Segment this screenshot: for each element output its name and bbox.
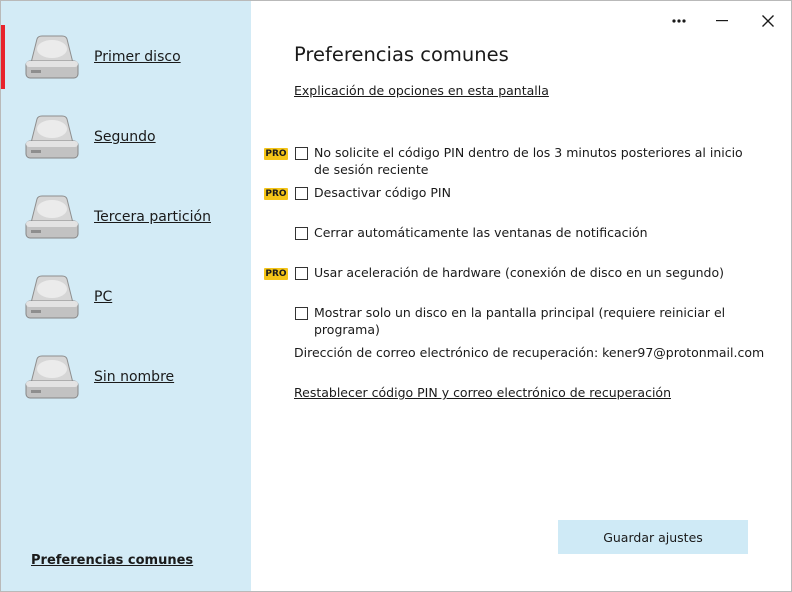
sidebar-item-label[interactable]: Segundo xyxy=(94,129,156,145)
option-checkbox[interactable] xyxy=(295,307,308,320)
option-checkbox[interactable] xyxy=(295,267,308,280)
sidebar-item-primer-disco[interactable] xyxy=(1,25,251,89)
option-label[interactable]: No solicite el código PIN dentro de los 3 minutos posteriores al inicio de sesión reciente xyxy=(314,145,743,177)
pro-badge: PRO xyxy=(265,269,287,279)
drive-icon xyxy=(23,113,81,161)
sidebar-item-pc[interactable] xyxy=(1,265,251,329)
help-link[interactable]: Explicación de opciones en esta pantalla xyxy=(294,83,549,98)
minimize-icon xyxy=(716,20,728,22)
option-checkbox[interactable] xyxy=(295,147,308,160)
pro-badge: PRO xyxy=(265,189,287,199)
close-icon xyxy=(762,15,774,27)
pro-badge: PRO xyxy=(265,149,287,159)
close-button[interactable] xyxy=(753,9,783,33)
reset-pin-link[interactable]: Restablecer código PIN y correo electrónico de recuperación xyxy=(294,385,671,400)
option-label[interactable]: Mostrar solo un disco en la pantalla principal (requiere reiniciar el programa) xyxy=(314,305,726,337)
drive-icon xyxy=(23,273,81,321)
drive-icon xyxy=(23,353,81,401)
sidebar-item-label[interactable]: PC xyxy=(94,289,113,305)
page-title: Preferencias comunes xyxy=(294,43,509,66)
sidebar-item-segundo[interactable] xyxy=(1,105,251,169)
more-button[interactable] xyxy=(664,9,694,33)
sidebar-item-sin-nombre[interactable] xyxy=(1,345,251,409)
drive-icon xyxy=(23,33,81,81)
more-icon xyxy=(671,18,687,24)
minimize-button[interactable] xyxy=(707,9,737,33)
drive-icon xyxy=(23,193,81,241)
recovery-email-text: Dirección de correo electrónico de recuperación: kener97@protonmail.com xyxy=(294,345,765,360)
option-checkbox[interactable] xyxy=(295,227,308,240)
option-label[interactable]: Usar aceleración de hardware (conexión de disco en un segundo) xyxy=(314,265,725,280)
common-preferences-link[interactable]: Preferencias comunes xyxy=(31,553,194,568)
option-label[interactable]: Desactivar código PIN xyxy=(314,185,451,200)
sidebar-item-label[interactable]: Sin nombre xyxy=(94,369,175,385)
option-label[interactable]: Cerrar automáticamente las ventanas de notificación xyxy=(314,225,648,240)
sidebar-item-label[interactable]: Tercera partición xyxy=(94,209,211,225)
sidebar-item-tercera-particion[interactable] xyxy=(1,185,251,249)
option-checkbox[interactable] xyxy=(295,187,308,200)
save-settings-button[interactable]: Guardar ajustes xyxy=(558,520,748,554)
sidebar-item-label[interactable]: Primer disco xyxy=(94,49,181,65)
sidebar xyxy=(1,1,251,591)
